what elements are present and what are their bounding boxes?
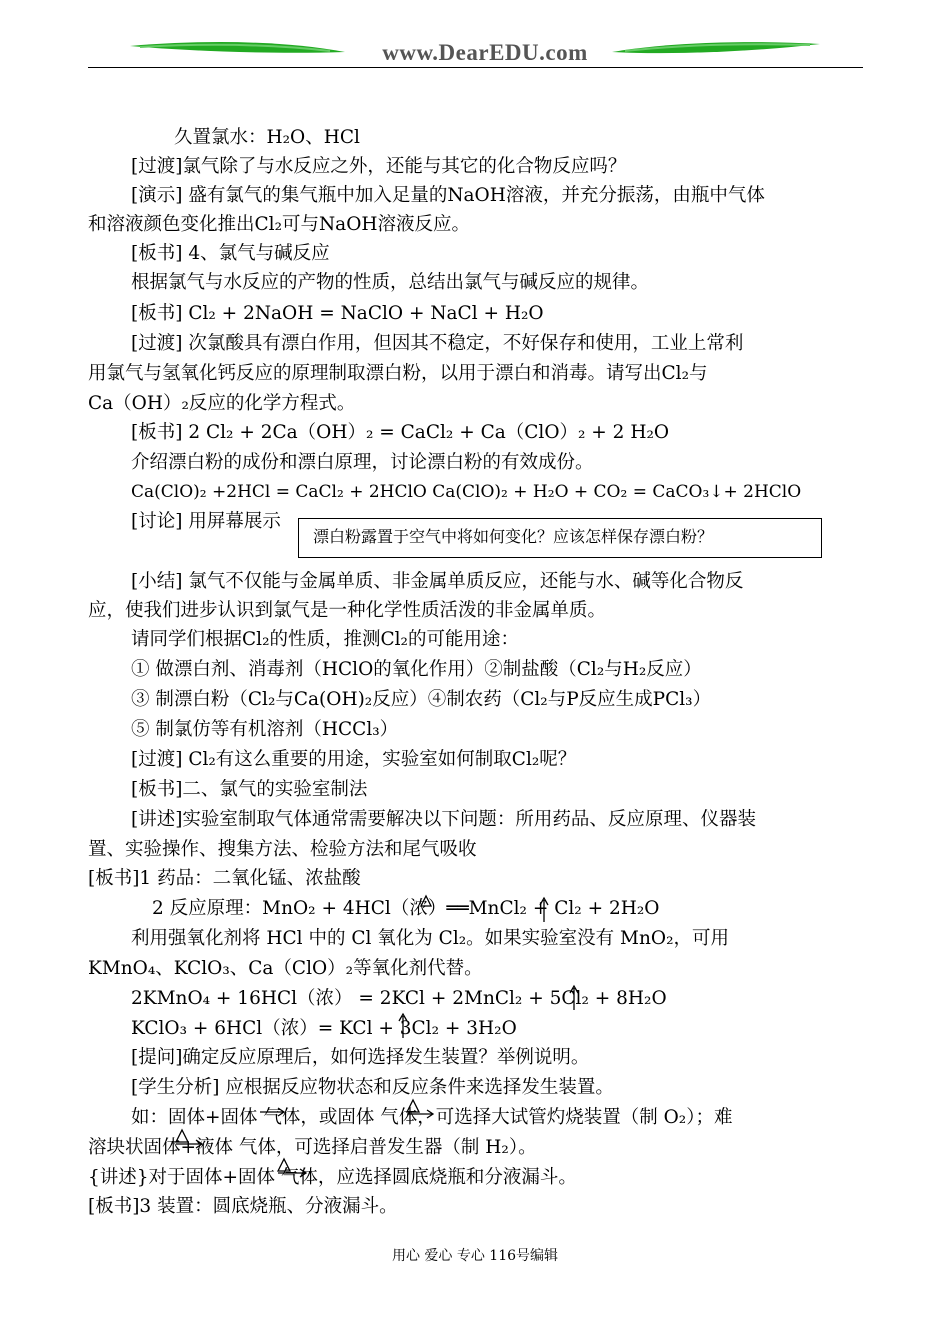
text-line: [学生分析] 应根据反应物状态和反应条件来选择发生装置。 [131, 1077, 614, 1098]
text-line: [讨论] 用屏幕展示 [131, 511, 281, 532]
text-line: [提问]确定反应原理后，如何选择发生装置？举例说明。 [131, 1047, 590, 1068]
header-rule [88, 67, 863, 68]
text-line: Ca(ClO)₂ +2HCl = CaCl₂ + 2HClO Ca(ClO)₂ + H₂O + CO₂ = CaCO₃↓+ 2HClO [131, 482, 802, 502]
text-line: Ca（OH）₂反应的化学方程式。 [88, 393, 356, 414]
text-line: 溶块状固体+液体 气体，可选择启普发生器（制 H₂）。 [88, 1137, 537, 1158]
text-line: 介绍漂白粉的成份和漂白原理，讨论漂白粉的有效成份。 [131, 452, 594, 473]
site-brand[interactable]: www.DearEDU.com [382, 40, 588, 65]
text-line: [小结] 氯气不仅能与金属单质、非金属单质反应，还能与水、碱等化合物反 [131, 571, 744, 592]
text-line: ⑤ 制氯仿等有机溶剂（HCCl₃） [131, 719, 399, 740]
text-line: 用氯气与氢氧化钙反应的原理制取漂白粉，以用于漂白和消毒。请写出Cl₂与 [88, 363, 708, 384]
text-line: [演示] 盛有氯气的集气瓶中加入足量的NaOH溶液，并充分振荡，由瓶中气体 [131, 185, 765, 206]
discussion-callout-box: 漂白粉露置于空气中将如何变化？应该怎样保存漂白粉？ [298, 518, 822, 558]
text-line: [板书] 4、氯气与碱反应 [131, 243, 330, 264]
text-line: [过渡] 次氯酸具有漂白作用，但因其不稳定，不好保存和使用，工业上常利 [131, 333, 744, 354]
page-header [0, 0, 950, 80]
text-line: [过渡] Cl₂有这么重要的用途，实验室如何制取Cl₂呢？ [131, 749, 577, 770]
text-line: [过渡]氯气除了与水反应之外，还能与其它的化合物反应吗？ [131, 156, 627, 177]
text-line: 置、实验操作、搜集方法、检验方法和尾气吸收 [88, 839, 477, 860]
text-line: [板书]1 药品：二氧化锰、浓盐酸 [88, 868, 361, 889]
text-line: 请同学们根据Cl₂的性质，推测Cl₂的可能用途： [131, 629, 519, 650]
text-line: [讲述]实验室制取气体通常需要解决以下问题：所用药品、反应原理、仪器装 [131, 809, 756, 830]
text-line: 应，使我们进步认识到氯气是一种化学性质活泼的非金属单质。 [88, 600, 607, 621]
text-line: KMnO₄、KClO₃、Ca（ClO）₂等氧化剂代替。 [88, 958, 483, 979]
text-line: {讲述}对于固体+固体 气体，应选择圆底烧瓶和分液漏斗。 [88, 1167, 577, 1188]
text-line: [板书] Cl₂ + 2NaOH = NaClO + NaCl + H₂O [131, 303, 544, 324]
text-line: [板书]3 装置：圆底烧瓶、分液漏斗。 [88, 1196, 398, 1217]
text-line: ① 做漂白剂、消毒剂（HClO的氧化作用）②制盐酸（Cl₂与H₂反应） [131, 659, 702, 680]
text-line: 如：固体+固体 气体，或固体 气体，可选择大试管灼烧装置（制 O₂）；难 [131, 1107, 733, 1128]
text-line: [板书] 2 Cl₂ + 2Ca（OH）₂ = CaCl₂ + Ca（ClO）₂ + 2 H₂O [131, 422, 670, 443]
text-line: [板书]二、氯气的实验室制法 [131, 779, 368, 800]
text-line: 利用强氧化剂将 HCl 中的 Cl 氧化为 Cl₂。如果实验室没有 MnO₂，可用 [131, 928, 729, 949]
page-footer: 用心 爱心 专心 116号编辑 [391, 1248, 559, 1264]
text-line: 久置氯水：H₂O、HCl [174, 127, 360, 148]
text-line: ③ 制漂白粉（Cl₂与Ca(OH)₂反应）④制农药（Cl₂与P反应生成PCl₃） [131, 689, 712, 710]
text-line: 2KMnO₄ + 16HCl（浓） = 2KCl + 2MnCl₂ + 5Cl₂ + 8H₂O [131, 988, 667, 1009]
text-line: 根据氯气与水反应的产物的性质，总结出氯气与碱反应的规律。 [131, 272, 650, 293]
text-line: 2 反应原理：MnO₂ + 4HCl（浓）══MnCl₂ + Cl₂ + 2H₂O [152, 898, 660, 919]
text-line: 和溶液颜色变化推出Cl₂可与NaOH溶液反应。 [88, 214, 471, 235]
text-line: KClO₃ + 6HCl（浓）= KCl + 3Cl₂ + 3H₂O [131, 1018, 517, 1039]
